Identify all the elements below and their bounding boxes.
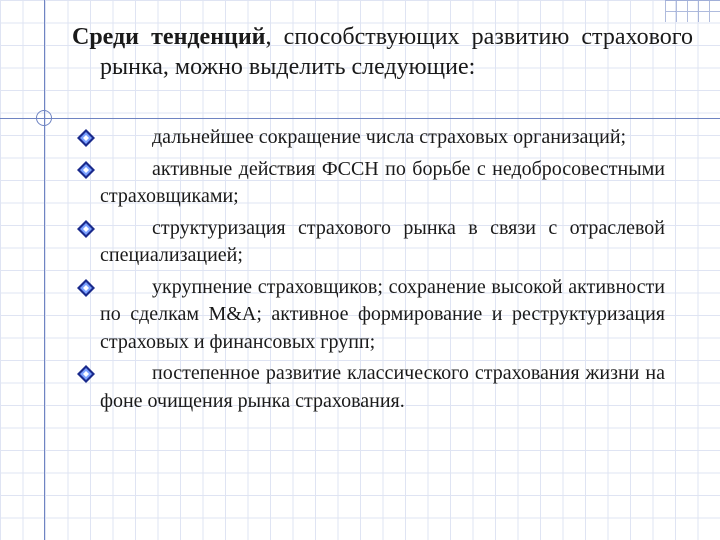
slide-heading: [72, 22, 693, 82]
heading-rest: , способствующих развитию страхового рынка, можно выделить следующие:: [100, 24, 693, 80]
diamond-bullet-icon: [76, 364, 96, 384]
decorative-horizontal-line: [0, 118, 720, 119]
list-item-2: [72, 156, 665, 211]
list-item-3: [72, 215, 665, 270]
list-item-text: постепенное развитие классического страхования жизни на фоне очищения рынка страхования.: [100, 362, 665, 412]
decorative-corner-grid: [665, 0, 720, 22]
decorative-vertical-line: [44, 0, 45, 540]
list-item-text: структуризация страхового рынка в связи с отраслевой специализацией;: [100, 216, 665, 266]
diamond-bullet-icon: [76, 219, 96, 239]
list-item-text: активные действия ФССН по борьбе с недобросовестными страховщиками;: [100, 157, 665, 207]
list-item-1: [72, 124, 665, 152]
list-item-5: [72, 360, 665, 415]
bullet-list: [72, 124, 665, 419]
list-item-text: дальнейшее сокращение числа страховых организаций;: [152, 126, 627, 148]
list-item-text: укрупнение страховщиков; сохранение высокой активности по сделкам М&A; активное формирование и реструктуризация страховых и финансовых групп;: [100, 275, 665, 353]
diamond-bullet-icon: [76, 128, 96, 148]
diamond-bullet-icon: [76, 278, 96, 298]
diamond-bullet-icon: [76, 160, 96, 180]
decorative-circle: [36, 110, 52, 126]
list-item-4: [72, 274, 665, 357]
heading-bold-part: Среди тенденций: [72, 24, 266, 50]
